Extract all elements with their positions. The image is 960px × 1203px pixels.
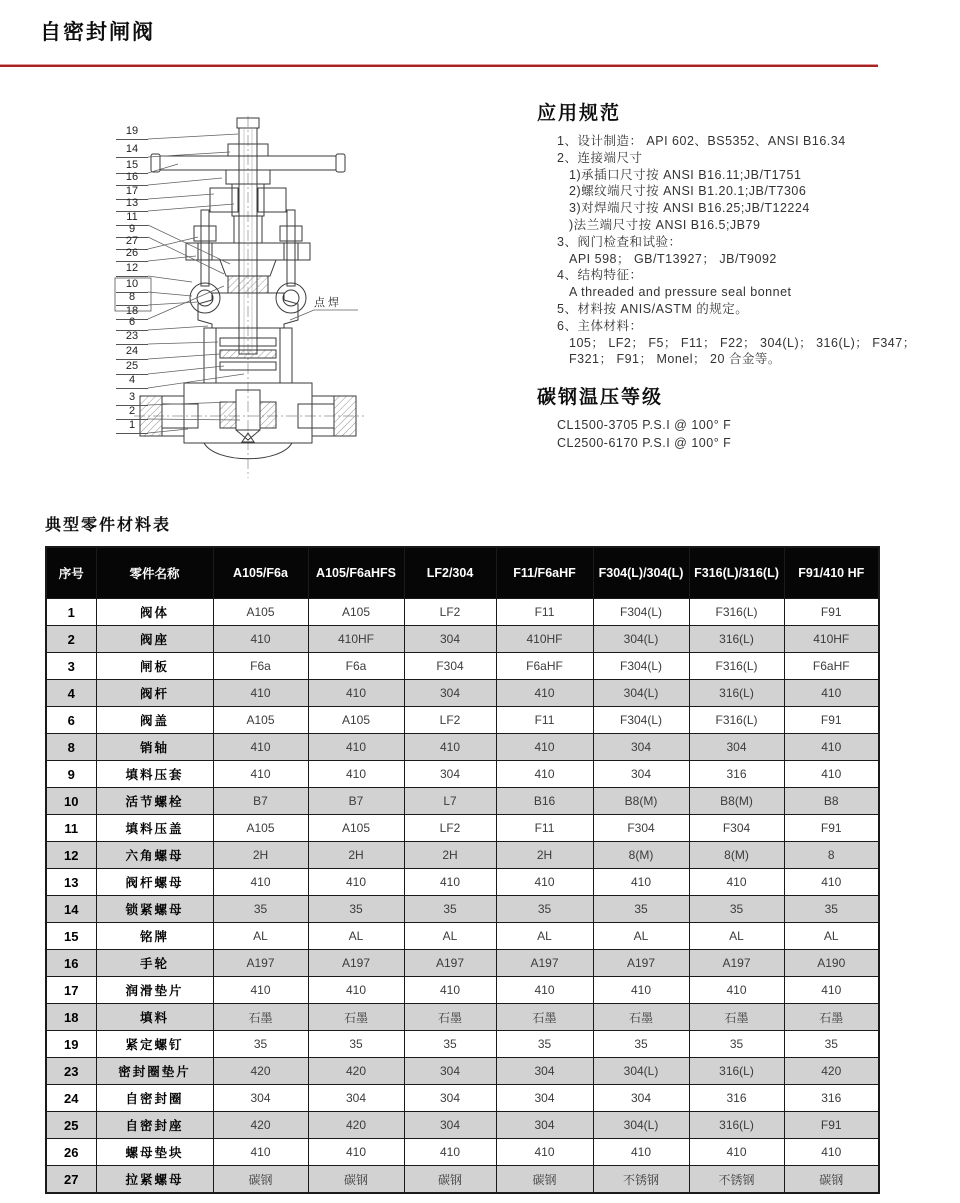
material-cell: 304	[308, 1085, 404, 1112]
material-cell: B8(M)	[593, 788, 689, 815]
material-cell: A105	[308, 599, 404, 626]
spec-line: 1)承插口尺寸按 ANSI B16.11;JB/T1751	[569, 167, 802, 182]
material-cell: 410	[784, 761, 879, 788]
part-number-label: 13	[116, 196, 148, 212]
material-cell: F304	[593, 815, 689, 842]
material-cell: 不锈钢	[593, 1166, 689, 1194]
column-header: F316(L)/316(L)	[689, 547, 784, 599]
material-cell: F11	[496, 599, 593, 626]
row-number-cell: 6	[46, 707, 96, 734]
part-name-cell: 阀座	[96, 626, 213, 653]
material-cell: 410	[496, 734, 593, 761]
table-row	[46, 1058, 879, 1085]
material-cell: 410	[496, 977, 593, 1004]
table-row	[46, 761, 879, 788]
material-cell: 35	[496, 896, 593, 923]
material-cell: 420	[308, 1058, 404, 1085]
material-cell: 410	[784, 734, 879, 761]
row-number-cell: 25	[46, 1112, 96, 1139]
row-number-cell: 11	[46, 815, 96, 842]
row-number-cell: 13	[46, 869, 96, 896]
part-number-label: 10	[116, 277, 148, 293]
spec-line: 3、阀门检查和试验：	[557, 234, 682, 249]
material-cell: 35	[496, 1031, 593, 1058]
table-row	[46, 734, 879, 761]
material-cell: 410HF	[496, 626, 593, 653]
material-cell: 410HF	[308, 626, 404, 653]
material-cell: F304(L)	[593, 599, 689, 626]
part-name-cell: 活节螺栓	[96, 788, 213, 815]
spec-line: 105； LF2； F5； F11； F22； 304(L)； 316(L)； F347；	[569, 335, 916, 350]
material-cell: 410	[213, 1139, 308, 1166]
material-cell: A105	[213, 599, 308, 626]
table-row	[46, 1085, 879, 1112]
part-name-cell: 螺母垫块	[96, 1139, 213, 1166]
part-number-label: 16	[116, 170, 148, 186]
table-row	[46, 1031, 879, 1058]
rating-lines	[537, 417, 957, 452]
material-cell: A105	[308, 707, 404, 734]
part-number-label: 26	[116, 246, 148, 262]
material-cell: B7	[213, 788, 308, 815]
spec-section	[537, 98, 957, 452]
material-cell: 35	[784, 1031, 879, 1058]
material-cell: 304	[404, 1112, 496, 1139]
material-cell: 316(L)	[689, 1112, 784, 1139]
part-name-cell: 拉紧螺母	[96, 1166, 213, 1194]
row-number-cell: 24	[46, 1085, 96, 1112]
spec-line: 4、结构特征：	[557, 268, 643, 283]
row-number-cell: 9	[46, 761, 96, 788]
material-cell: F304(L)	[593, 653, 689, 680]
material-cell: A197	[404, 950, 496, 977]
material-cell: 35	[689, 1031, 784, 1058]
material-cell: 35	[689, 896, 784, 923]
row-number-cell: 8	[46, 734, 96, 761]
part-name-cell: 填料压套	[96, 761, 213, 788]
part-number-label: 23	[116, 329, 148, 345]
part-number-label: 14	[116, 142, 148, 158]
material-cell: F11	[496, 815, 593, 842]
material-cell: 石墨	[689, 1004, 784, 1031]
row-number-cell: 19	[46, 1031, 96, 1058]
material-cell: 410	[689, 869, 784, 896]
material-cell: 316	[689, 761, 784, 788]
column-header: 序号	[46, 547, 96, 599]
spec-line: A threaded and pressure seal bonnet	[569, 285, 792, 300]
column-header: F304(L)/304(L)	[593, 547, 689, 599]
material-cell: 410	[496, 869, 593, 896]
material-cell: 410	[308, 869, 404, 896]
material-cell: 304	[404, 761, 496, 788]
material-cell: F91	[784, 707, 879, 734]
material-cell: 石墨	[213, 1004, 308, 1031]
spec-line: 2、连接端尺寸	[557, 150, 643, 165]
material-cell: 碳钢	[404, 1166, 496, 1194]
table-row	[46, 896, 879, 923]
part-number-label: 24	[116, 344, 148, 360]
part-name-cell: 销轴	[96, 734, 213, 761]
material-cell: A197	[689, 950, 784, 977]
spec-line: API 598； GB/T13927； JB/T9092	[569, 251, 777, 266]
table-row	[46, 599, 879, 626]
material-cell: 420	[213, 1058, 308, 1085]
row-number-cell: 4	[46, 680, 96, 707]
part-number-label: 4	[116, 373, 148, 389]
material-cell: 304	[496, 1112, 593, 1139]
material-cell: 420	[213, 1112, 308, 1139]
material-cell: 2H	[404, 842, 496, 869]
column-header: 零件名称	[96, 547, 213, 599]
material-cell: 410	[784, 680, 879, 707]
table-header	[46, 547, 879, 599]
material-cell: 石墨	[784, 1004, 879, 1031]
material-cell: 410	[593, 1139, 689, 1166]
material-cell: 304	[404, 1058, 496, 1085]
table-row	[46, 923, 879, 950]
material-cell: 304(L)	[593, 680, 689, 707]
part-number-label: 3	[116, 390, 148, 406]
part-name-cell: 阀盖	[96, 707, 213, 734]
material-cell: 410	[404, 869, 496, 896]
material-cell: 410	[308, 734, 404, 761]
page-title: 自密封闸阀	[40, 21, 155, 44]
material-cell: A105	[308, 815, 404, 842]
material-cell: LF2	[404, 707, 496, 734]
material-cell: B7	[308, 788, 404, 815]
table-row	[46, 950, 879, 977]
part-number-label: 9	[116, 222, 148, 238]
part-name-cell: 阀杆	[96, 680, 213, 707]
spec-line: F321； F91； Monel； 20 合金等。	[569, 352, 781, 367]
row-number-cell: 17	[46, 977, 96, 1004]
material-cell: 420	[308, 1112, 404, 1139]
material-cell: A197	[308, 950, 404, 977]
material-cell: 410	[213, 761, 308, 788]
part-number-label: 8	[116, 290, 148, 306]
material-cell: AL	[593, 923, 689, 950]
part-name-cell: 自密封座	[96, 1112, 213, 1139]
table-row	[46, 680, 879, 707]
spec-line: 5、材料按 ANIS/ASTM 的规定。	[557, 301, 749, 316]
part-name-cell: 密封圈垫片	[96, 1058, 213, 1085]
material-cell: 420	[784, 1058, 879, 1085]
part-name-cell: 阀杆螺母	[96, 869, 213, 896]
material-cell: F304	[404, 653, 496, 680]
row-number-cell: 12	[46, 842, 96, 869]
material-cell: 316	[689, 1085, 784, 1112]
material-cell: AL	[689, 923, 784, 950]
material-cell: 410	[689, 1139, 784, 1166]
material-cell: 304(L)	[593, 1112, 689, 1139]
material-cell: F91	[784, 815, 879, 842]
material-cell: 410	[404, 1139, 496, 1166]
row-number-cell: 3	[46, 653, 96, 680]
spec-line: 6、主体材料：	[557, 318, 643, 333]
row-number-cell: 18	[46, 1004, 96, 1031]
material-cell: AL	[784, 923, 879, 950]
table-body	[46, 599, 879, 1194]
material-cell: 410	[496, 1139, 593, 1166]
table-row	[46, 842, 879, 869]
material-cell: 410	[496, 761, 593, 788]
rating-line: CL1500-3705 P.S.I @ 100° F	[557, 418, 732, 433]
material-cell: F6a	[213, 653, 308, 680]
row-number-cell: 10	[46, 788, 96, 815]
material-cell: F316(L)	[689, 707, 784, 734]
table-row	[46, 626, 879, 653]
table-row	[46, 1139, 879, 1166]
material-cell: LF2	[404, 599, 496, 626]
part-number-label: 6	[116, 315, 148, 331]
table-row	[46, 1004, 879, 1031]
part-name-cell: 闸板	[96, 653, 213, 680]
part-name-cell: 填料压盖	[96, 815, 213, 842]
material-cell: 8(M)	[689, 842, 784, 869]
part-number-label: 1	[116, 418, 148, 434]
material-cell: 304	[689, 734, 784, 761]
material-cell: 410	[784, 869, 879, 896]
material-cell: 碳钢	[213, 1166, 308, 1194]
material-cell: F6aHF	[784, 653, 879, 680]
material-cell: 8(M)	[593, 842, 689, 869]
part-number-label: 18	[116, 304, 148, 320]
table-row	[46, 815, 879, 842]
material-cell: 石墨	[496, 1004, 593, 1031]
material-cell: A197	[213, 950, 308, 977]
material-cell: 410	[404, 734, 496, 761]
material-cell: AL	[213, 923, 308, 950]
material-cell: B8	[784, 788, 879, 815]
material-cell: 410	[784, 1139, 879, 1166]
table-row	[46, 869, 879, 896]
material-cell: 410	[308, 680, 404, 707]
material-cell: 304	[404, 680, 496, 707]
material-cell: 35	[308, 896, 404, 923]
material-cell: F91	[784, 599, 879, 626]
material-cell: 碳钢	[308, 1166, 404, 1194]
part-name-cell: 锁紧螺母	[96, 896, 213, 923]
material-cell: 304(L)	[593, 626, 689, 653]
material-cell: F316(L)	[689, 653, 784, 680]
spec-lines	[537, 133, 957, 368]
table-row	[46, 653, 879, 680]
material-cell: 316(L)	[689, 626, 784, 653]
material-cell: 410	[593, 977, 689, 1004]
part-number-label: 12	[116, 261, 148, 277]
column-header: A105/F6aHFS	[308, 547, 404, 599]
material-cell: 304	[593, 1085, 689, 1112]
part-name-cell: 紧定螺钉	[96, 1031, 213, 1058]
material-cell: 410	[308, 977, 404, 1004]
material-cell: 410HF	[784, 626, 879, 653]
material-cell: 304	[404, 1085, 496, 1112]
spec-line: 1、设计制造： API 602、BS5352、ANSI B16.34	[557, 134, 846, 148]
row-number-cell: 26	[46, 1139, 96, 1166]
row-number-cell: 14	[46, 896, 96, 923]
material-cell: F316(L)	[689, 599, 784, 626]
material-cell: 304	[404, 626, 496, 653]
part-name-cell: 填料	[96, 1004, 213, 1031]
material-cell: 35	[404, 896, 496, 923]
material-cell: A197	[496, 950, 593, 977]
material-cell: A190	[784, 950, 879, 977]
valve-diagram	[108, 104, 568, 504]
material-cell: 316	[784, 1085, 879, 1112]
material-cell: 碳钢	[496, 1166, 593, 1194]
part-name-cell: 自密封圈	[96, 1085, 213, 1112]
material-cell: 石墨	[308, 1004, 404, 1031]
row-number-cell: 16	[46, 950, 96, 977]
material-cell: 410	[213, 680, 308, 707]
material-cell: F304(L)	[593, 707, 689, 734]
material-cell: 410	[308, 1139, 404, 1166]
column-header: F91/410 HF	[784, 547, 879, 599]
part-name-cell: 铭牌	[96, 923, 213, 950]
material-cell: 35	[784, 896, 879, 923]
part-number-label: 19	[116, 124, 148, 140]
material-cell: 410	[213, 734, 308, 761]
part-number-label: 2	[116, 404, 148, 420]
material-cell: 304(L)	[593, 1058, 689, 1085]
material-cell: 2H	[213, 842, 308, 869]
material-cell: F304	[689, 815, 784, 842]
material-cell: 不锈钢	[689, 1166, 784, 1194]
material-cell: 35	[404, 1031, 496, 1058]
row-number-cell: 2	[46, 626, 96, 653]
row-number-cell: 1	[46, 599, 96, 626]
material-cell: AL	[496, 923, 593, 950]
material-cell: F6aHF	[496, 653, 593, 680]
material-cell: 410	[213, 977, 308, 1004]
table-row	[46, 977, 879, 1004]
column-header: F11/F6aHF	[496, 547, 593, 599]
material-cell: 35	[213, 896, 308, 923]
table-row	[46, 707, 879, 734]
material-cell: 410	[308, 761, 404, 788]
material-cell: AL	[404, 923, 496, 950]
material-cell: 316(L)	[689, 680, 784, 707]
material-cell: A105	[213, 815, 308, 842]
material-cell: 410	[404, 977, 496, 1004]
part-number-label: 11	[116, 210, 148, 226]
material-cell: 碳钢	[784, 1166, 879, 1194]
spec-line: )法兰端尺寸按 ANSI B16.5;JB79	[569, 217, 761, 232]
material-cell: A105	[213, 707, 308, 734]
material-cell: 410	[496, 680, 593, 707]
material-cell: 410	[689, 977, 784, 1004]
material-cell: 石墨	[593, 1004, 689, 1031]
material-cell: 316(L)	[689, 1058, 784, 1085]
spot-weld-callout: 点焊	[314, 297, 342, 309]
material-cell: 304	[593, 734, 689, 761]
material-cell: 2H	[308, 842, 404, 869]
material-cell: F11	[496, 707, 593, 734]
material-cell: LF2	[404, 815, 496, 842]
part-name-cell: 阀体	[96, 599, 213, 626]
material-cell: 410	[593, 869, 689, 896]
material-cell: 35	[308, 1031, 404, 1058]
row-number-cell: 23	[46, 1058, 96, 1085]
material-cell: 410	[784, 977, 879, 1004]
material-cell: L7	[404, 788, 496, 815]
table-row	[46, 788, 879, 815]
material-cell: 35	[593, 896, 689, 923]
material-cell: 8	[784, 842, 879, 869]
material-cell: 35	[213, 1031, 308, 1058]
part-name-cell: 手轮	[96, 950, 213, 977]
material-cell: AL	[308, 923, 404, 950]
part-number-label: 25	[116, 359, 148, 375]
materials-table-section	[45, 512, 878, 1194]
material-cell: 304	[593, 761, 689, 788]
row-number-cell: 15	[46, 923, 96, 950]
material-cell: A197	[593, 950, 689, 977]
column-header: LF2/304	[404, 547, 496, 599]
material-cell: 304	[213, 1085, 308, 1112]
spec-line: 2)螺纹端尺寸按 ANSI B1.20.1;JB/T7306	[569, 184, 807, 199]
spec-heading: 应用规范	[537, 103, 622, 124]
part-number-label: 27	[116, 234, 148, 250]
material-cell: 石墨	[404, 1004, 496, 1031]
table-row	[46, 1112, 879, 1139]
material-cell: 2H	[496, 842, 593, 869]
material-cell: 410	[213, 626, 308, 653]
title-divider	[0, 64, 878, 67]
row-number-cell: 27	[46, 1166, 96, 1194]
rating-line: CL2500-6170 P.S.I @ 100° F	[557, 435, 732, 450]
part-name-cell: 六角螺母	[96, 842, 213, 869]
part-number-label: 15	[116, 158, 148, 174]
table-title: 典型零件材料表	[45, 517, 172, 534]
table-row	[46, 1166, 879, 1194]
material-cell: B16	[496, 788, 593, 815]
material-cell: B8(M)	[689, 788, 784, 815]
material-cell: F6a	[308, 653, 404, 680]
material-cell: 304	[496, 1085, 593, 1112]
part-name-cell: 润滑垫片	[96, 977, 213, 1004]
material-cell: 410	[213, 869, 308, 896]
material-cell: 304	[496, 1058, 593, 1085]
rating-heading: 碳钢温压等级	[537, 387, 664, 409]
material-cell: 35	[593, 1031, 689, 1058]
column-header: A105/F6a	[213, 547, 308, 599]
spec-line: 3)对焊端尺寸按 ANSI B16.25;JB/T12224	[569, 201, 810, 216]
materials-table	[45, 546, 880, 1194]
material-cell: F91	[784, 1112, 879, 1139]
part-number-label: 17	[116, 184, 148, 200]
